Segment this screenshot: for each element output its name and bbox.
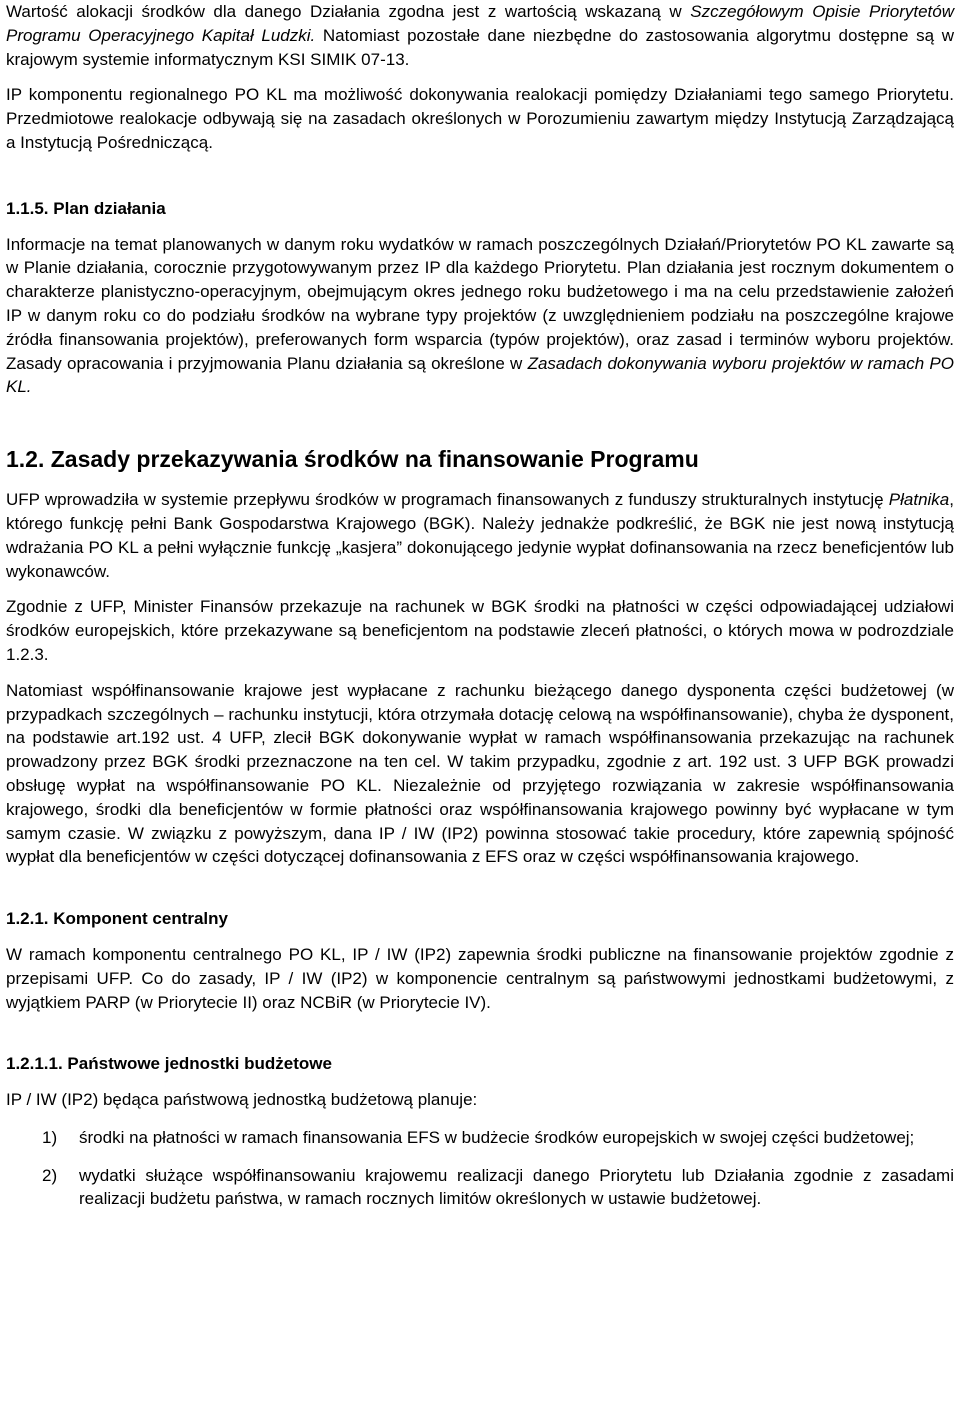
paragraph-budget-units: IP / IW (IP2) będąca państwową jednostką budżetową planuje: bbox=[6, 1090, 478, 1110]
planning-list bbox=[6, 1126, 954, 1211]
paragraph-central-component: W ramach komponentu centralnego PO KL, IP / IW (IP2) zapewnia środki publiczne na finansowanie projektów zgodnie z przepisami UFP. Co do zasady, IP / IW (IP2) w komponencie centralnym są państwowymi jednostkami budżetowymi, z wyjątkiem PARP (w Priorytecie II) oraz NCBiR (w Priorytecie IV). bbox=[6, 944, 954, 1012]
list-item-text: wydatki służące współfinansowaniu krajowemu realizacji danego Priorytetu lub Działania zgodnie z zasadami realizacji budżetu państwa, w ramach rocznych limitów określonych w ustawie budżetowej. bbox=[79, 1165, 954, 1209]
paragraph-action-plan: Informacje na temat planowanych w danym roku wydatków w ramach poszczególnych Działań/Priorytetów PO KL zawarte są w Planie działania, corocznie przygotowywanym przez IP dla każdego Priorytetu. Plan działania jest rocznym dokumentem o charakterze planistyczno-operacyjnym, obejmującym okres jednego roku budżetowego i ma na celu przedstawienie założeń IP w danym roku co do podziału środków na wybrane typy projektów (z uwzględnieniem podziału na poszczególne krajowe źródła finansowania projektów), preferowanych form wsparcia (typów projektów), oraz zasad i terminów wyboru projektów. Zasady opracowania i przyjmowania Planu działania są określone w Zasadach dokonywania wyboru projektów w ramach PO KL. bbox=[6, 234, 954, 397]
intro-paragraph-allocation: Wartość alokacji środków dla danego Działania zgodna jest z wartością wskazaną w Szczegółowym Opisie Priorytetów Programu Operacyjnego Kapitał Ludzki. Natomiast pozostałe dane niezbędne do zastosowania algorytmu dostępne są w krajowym systemie informatycznym KSI SIMIK 07-13. bbox=[6, 2, 955, 69]
list-item bbox=[6, 1126, 954, 1150]
heading-1-2-1: 1.2.1. Komponent centralny bbox=[6, 909, 228, 929]
paragraph-co-financing: Natomiast współfinansowanie krajowe jest wypłacane z rachunku bieżącego danego dysponenta części budżetowej (w przypadkach szczególnych – rachunku instytucji, która otrzymała dotację celową na współfinansowanie), chyba że dysponent, na podstawie art.192 ust. 4 UFP, zlecił BGK dokonywanie wypłat w ramach współfinansowania przekazując na rachunek prowadzony przez BGK środki przeznaczone na ten cel. W takim przypadku, zgodnie z art. 192 ust. 3 UFP BGK prowadzi obsługę wypłat na współfinansowanie PO KL. Niezależnie od przyjętego rozwiązania w zakresie współfinansowania krajowego, środki dla beneficjentów w formie płatności oraz współfinansowania krajowego powinny być wypłacane w tym samym czasie. W związku z powyższym, dana IP / IW (IP2) powinna stosować takie procedury, które zapewnią spójność wypłat dla beneficjentów w części dotyczącej dofinansowania z EFS oraz w części współfinansowania krajowego. bbox=[6, 680, 954, 867]
list-item bbox=[6, 1164, 954, 1212]
heading-1-2-1-1: 1.2.1.1. Państwowe jednostki budżetowe bbox=[6, 1054, 332, 1074]
list-item-number: 1) bbox=[42, 1127, 58, 1147]
list-item-number: 2) bbox=[42, 1165, 58, 1185]
heading-1-1-5: 1.1.5. Plan działania bbox=[6, 198, 166, 218]
list-item-text: środki na płatności w ramach finansowania EFS w budżecie środków europejskich w swojej części budżetowej; bbox=[79, 1127, 915, 1147]
paragraph-minister-finance: Zgodnie z UFP, Minister Finansów przekazuje na rachunek w BGK środki na płatności w części odpowiadającej udziałowi środków europejskich, które przekazywane są beneficjentom na podstawie zleceń płatności, o których mowa w podrozdziale 1.2.3. bbox=[6, 597, 954, 664]
intro-paragraph-realocation: IP komponentu regionalnego PO KL ma możliwość dokonywania realokacji pomiędzy Działaniami tego samego Priorytetu. Przedmiotowe realokacje odbywają się na zasadach określonych w Porozumieniu zawartym między Instytucją Zarządzającą a Instytucją Pośredniczącą. bbox=[6, 85, 954, 152]
paragraph-ufp-payer: UFP wprowadziła w systemie przepływu środków w programach finansowanych z funduszy strukturalnych instytucję Płatnika, którego funkcję pełni Bank Gospodarstwa Krajowego (BGK). Należy jednakże podkreślić, że BGK nie jest nową instytucją wdrażania PO KL a pełni wyłącznie funkcję „kasjera” dokonującego jedynie wypłat dofinansowania na rzecz beneficjentów lub wykonawców. bbox=[6, 490, 954, 581]
heading-1-2: 1.2. Zasady przekazywania środków na finansowanie Programu bbox=[6, 446, 699, 473]
